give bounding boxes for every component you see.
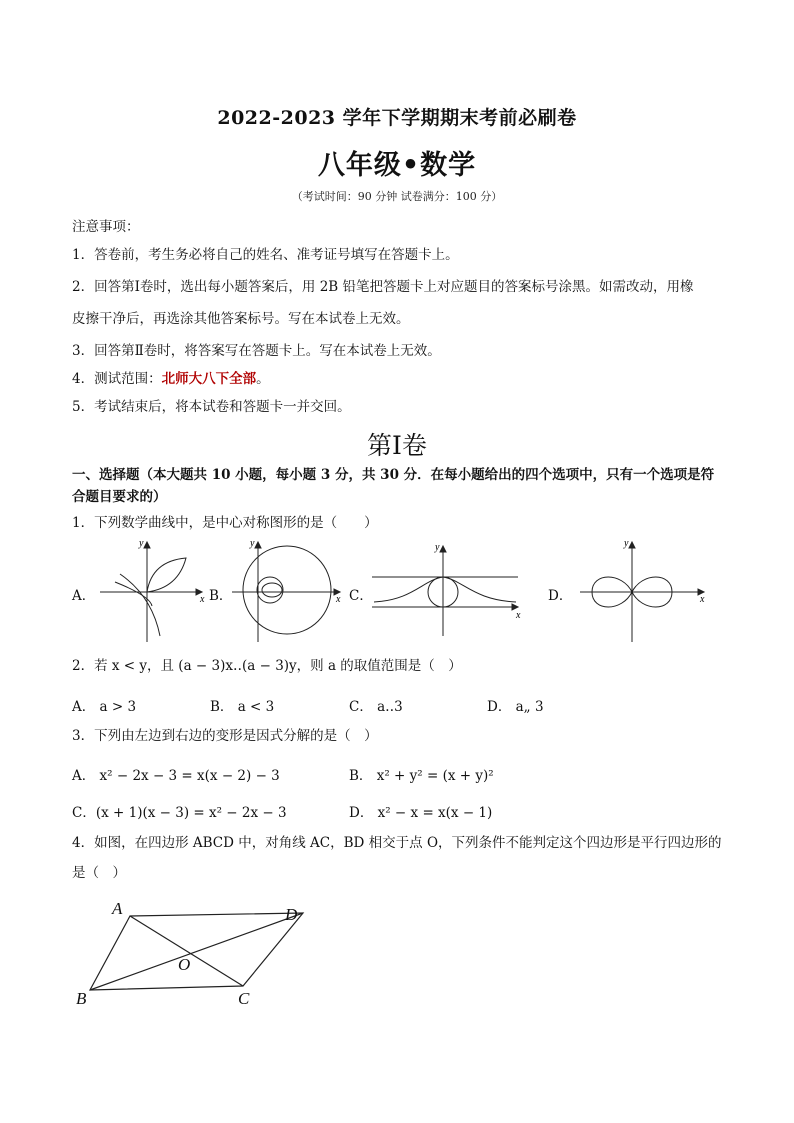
point-o-label: O <box>178 955 191 974</box>
y-arrow <box>629 542 635 548</box>
test-scope: 北师大八下全部 <box>161 371 257 387</box>
x-label: x <box>200 594 205 605</box>
section-desc-1: 一、选择题（本大题共 10 小题，每小题 3 分，共 30 分．在每小题给出的四个选项中，只有一个选项是符 <box>72 467 715 483</box>
y-label: y <box>435 542 440 553</box>
point-a-label: A <box>112 899 123 918</box>
y-label: y <box>624 538 629 549</box>
outer-circle <box>243 546 331 634</box>
note-2-cont: 皮擦干净后，再选涂其他答案标号。写在本试卷上无效。 <box>72 311 410 327</box>
q1-figure-a <box>90 536 210 646</box>
point-c-label: C <box>238 989 250 1008</box>
y-arrow <box>144 542 150 548</box>
q2-option-c: C． a‥3 <box>349 699 403 715</box>
inner-loop <box>262 583 282 597</box>
y-arrow <box>440 546 446 552</box>
y-label: y <box>250 538 255 549</box>
q3-option-d: D． x² − x = x(x − 1) <box>349 805 493 821</box>
q1-figure-c <box>368 540 528 650</box>
q1-figure-d <box>574 536 714 646</box>
q2-option-d: D． a„ 3 <box>487 699 544 715</box>
section-desc-2: 合题目要求的） <box>72 489 167 505</box>
exam-subject: 八年级•数学 <box>317 150 477 181</box>
diagonal-ac <box>130 916 243 986</box>
q1-option-b-label: B． <box>209 588 233 604</box>
q4-parallelogram-figure <box>70 896 320 1016</box>
y-label: y <box>139 538 144 549</box>
question-4-stem: 4．如图，在四边形 ABCD 中，对角线 AC，BD 相交于点 O，下列条件不能判定这个四边形是平行四边形的 <box>72 835 722 851</box>
x-label: x <box>516 610 521 621</box>
note-1: 1．答卷前，考生务必将自己的姓名、准考证号填写在答题卡上。 <box>72 247 459 263</box>
question-2-stem: 2．若 x < y，且 (a − 3)x‥(a − 3)y，则 a 的取值范围是（ ） <box>72 658 462 674</box>
inner-circle <box>257 577 283 603</box>
question-4-stem-cont: 是（ ） <box>72 865 126 881</box>
note-4 <box>72 370 270 388</box>
question-3-stem: 3．下列由左边到右边的变形是因式分解的是（ ） <box>72 728 378 744</box>
q3-option-c: C．(x + 1)(x − 3) = x² − 2x − 3 <box>72 805 287 821</box>
curve-branch <box>120 574 160 636</box>
note-4-suffix: 。 <box>256 371 270 387</box>
q1-figure-b <box>228 536 348 646</box>
x-label: x <box>336 594 341 605</box>
y-arrow <box>255 542 261 548</box>
q1-option-d-label: D． <box>548 588 573 604</box>
exam-info: （考试时间：90 分钟 试卷满分：100 分） <box>291 190 503 203</box>
note-5: 5．考试结束后，将本试卷和答题卡一并交回。 <box>72 399 351 415</box>
q3-option-a: A． x² − 2x − 3 = x(x − 2) − 3 <box>72 768 280 784</box>
section-title: 第Ⅰ卷 <box>367 431 427 460</box>
q1-option-c-label: C． <box>349 588 373 604</box>
exam-title: 2022-2023 学年下学期期末考前必刷卷 <box>217 107 577 129</box>
q2-option-b: B． a < 3 <box>210 699 275 715</box>
leaf-loop <box>147 558 186 592</box>
witch-curve <box>374 577 516 602</box>
note-3: 3．回答第Ⅱ卷时，将答案写在答题卡上。写在本试卷上无效。 <box>72 343 441 359</box>
question-1-stem: 1．下列数学曲线中，是中心对称图形的是（ ） <box>72 515 378 531</box>
x-label: x <box>700 594 705 605</box>
q2-option-a: A． a > 3 <box>72 699 137 715</box>
note-2: 2．回答第Ⅰ卷时，选出每小题答案后，用 2B 铅笔把答题卡上对应题目的答案标号涂黑。如需改动，用橡 <box>72 279 694 295</box>
notes-heading: 注意事项： <box>72 219 140 235</box>
note-4-prefix: 4．测试范围： <box>72 371 162 387</box>
point-d-label: D <box>285 905 298 924</box>
point-b-label: B <box>76 989 87 1008</box>
q3-option-b: B． x² + y² = (x + y)² <box>349 768 494 784</box>
q1-option-a-label: A． <box>72 588 96 604</box>
